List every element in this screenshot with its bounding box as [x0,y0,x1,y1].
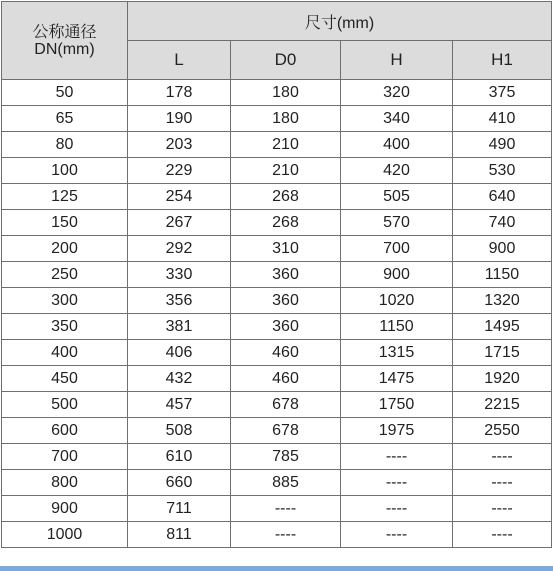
table-cell: 490 [453,132,552,158]
table-cell: ---- [231,522,341,548]
table-cell: 1475 [341,366,453,392]
table-cell: 530 [453,158,552,184]
table-cell: 1150 [341,314,453,340]
table-row [2,80,552,106]
table-cell: 320 [341,80,453,106]
table-cell: 457 [128,392,231,418]
table-cell: 410 [453,106,552,132]
cell-dn: 1000 [2,522,128,548]
table-cell: 610 [128,444,231,470]
table-cell: 268 [231,184,341,210]
table-cell: 340 [341,106,453,132]
table-body [2,80,552,548]
table-cell: 330 [128,262,231,288]
table-cell: 356 [128,288,231,314]
cell-dn: 500 [2,392,128,418]
table-cell: 406 [128,340,231,366]
table-cell: 1315 [341,340,453,366]
table-cell: 811 [128,522,231,548]
header-dn-line1: 公称通径 [32,23,97,41]
cell-dn: 400 [2,340,128,366]
table-cell: 2550 [453,418,552,444]
cell-dn: 80 [2,132,128,158]
table-row [2,262,552,288]
table-cell: 360 [231,262,341,288]
table-cell: 292 [128,236,231,262]
table-row [2,158,552,184]
table-cell: 310 [231,236,341,262]
dimension-table-container [1,1,551,566]
table-cell: 460 [231,340,341,366]
table-cell: 190 [128,106,231,132]
table-cell: 1495 [453,314,552,340]
table-row [2,314,552,340]
table-row [2,496,552,522]
table-cell: 660 [128,470,231,496]
table-cell: ---- [453,496,552,522]
table-row [2,444,552,470]
cell-dn: 200 [2,236,128,262]
table-row [2,288,552,314]
header-nominal-diameter [2,2,128,80]
table-row [2,418,552,444]
table-cell: 210 [231,158,341,184]
table-cell: 785 [231,444,341,470]
table-cell: 268 [231,210,341,236]
table-cell: 1150 [453,262,552,288]
header-col-h: H [341,41,453,80]
table-cell: ---- [341,470,453,496]
table-cell: 740 [453,210,552,236]
cell-dn: 250 [2,262,128,288]
header-col-h1: H1 [453,41,552,80]
table-cell: 254 [128,184,231,210]
table-row [2,470,552,496]
table-cell: 900 [453,236,552,262]
table-row [2,366,552,392]
cell-dn: 900 [2,496,128,522]
table-cell: 460 [231,366,341,392]
table-cell: 1715 [453,340,552,366]
table-cell: 570 [341,210,453,236]
table-cell: 381 [128,314,231,340]
table-cell: ---- [453,522,552,548]
cell-dn: 800 [2,470,128,496]
cell-dn: 150 [2,210,128,236]
table-row [2,236,552,262]
cell-dn: 65 [2,106,128,132]
cell-dn: 300 [2,288,128,314]
table-cell: 360 [231,314,341,340]
table-cell: 678 [231,392,341,418]
table-cell: 678 [231,418,341,444]
header-dn-line2: DN(mm) [34,40,95,58]
bottom-accent-bar [0,566,553,571]
table-cell: ---- [453,444,552,470]
table-cell: ---- [453,470,552,496]
header-row-top [2,2,552,41]
header-col-d0: D0 [231,41,341,80]
cell-dn: 125 [2,184,128,210]
table-cell: 210 [231,132,341,158]
table-cell: 640 [453,184,552,210]
table-cell: 203 [128,132,231,158]
header-col-l: L [128,41,231,80]
table-cell: ---- [341,522,453,548]
table-cell: 505 [341,184,453,210]
table-row [2,340,552,366]
table-row [2,522,552,548]
table-cell: ---- [231,496,341,522]
table-cell: 360 [231,288,341,314]
table-cell: 885 [231,470,341,496]
cell-dn: 100 [2,158,128,184]
table-cell: 508 [128,418,231,444]
table-row [2,210,552,236]
table-row [2,184,552,210]
table-cell: 375 [453,80,552,106]
table-cell: 267 [128,210,231,236]
table-cell: ---- [341,444,453,470]
table-cell: 1320 [453,288,552,314]
table-cell: 180 [231,80,341,106]
table-cell: 178 [128,80,231,106]
table-cell: 180 [231,106,341,132]
table-cell: 1750 [341,392,453,418]
table-cell: 700 [341,236,453,262]
table-cell: 420 [341,158,453,184]
cell-dn: 350 [2,314,128,340]
cell-dn: 450 [2,366,128,392]
table-cell: 229 [128,158,231,184]
table-row [2,106,552,132]
table-cell: 1920 [453,366,552,392]
table-header [2,2,552,80]
cell-dn: 700 [2,444,128,470]
table-cell: ---- [341,496,453,522]
table-cell: 900 [341,262,453,288]
table-row [2,132,552,158]
table-cell: 432 [128,366,231,392]
header-size-group: 尺寸(mm) [128,2,552,41]
cell-dn: 50 [2,80,128,106]
table-cell: 1020 [341,288,453,314]
table-row [2,392,552,418]
dimension-table [1,1,552,548]
table-cell: 400 [341,132,453,158]
cell-dn: 600 [2,418,128,444]
table-cell: 1975 [341,418,453,444]
table-cell: 2215 [453,392,552,418]
table-cell: 711 [128,496,231,522]
